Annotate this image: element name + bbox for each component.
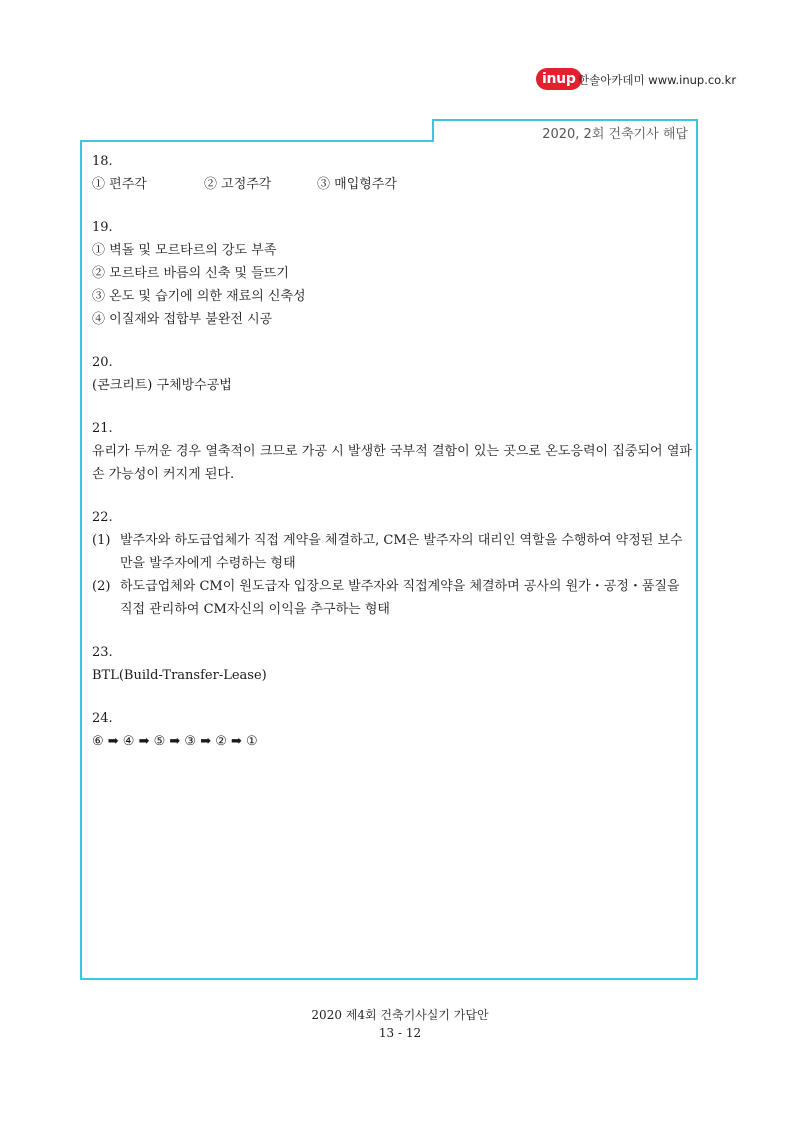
question-number: 24. (92, 711, 113, 726)
answer-line: ④ 이질재와 접합부 불완전 시공 (92, 312, 273, 327)
option-2: ② 고정주각 (204, 177, 272, 192)
answer-sequence: ⑥ ➡ ④ ➡ ⑤ ➡ ③ ➡ ② ➡ ① (92, 734, 258, 749)
answer-item (92, 529, 692, 575)
question-number: 23. (92, 645, 113, 660)
answer-19 (92, 216, 692, 331)
question-number: 21. (92, 421, 113, 436)
answer-text: 유리가 두꺼운 경우 열축적이 크므로 가공 시 발생한 국부적 결함이 있는 곳으로 온도응력이 집중되어 열파손 가능성이 커지게 된다. (92, 444, 692, 482)
answer-18 (92, 150, 692, 196)
answer-line: ① 벽돌 및 모르타르의 강도 부족 (92, 243, 277, 258)
question-number: 22. (92, 510, 113, 525)
footer-title: 2020 제4회 건축기사실기 가답안 (311, 1008, 489, 1022)
option-1: ① 편주각 (92, 177, 147, 192)
item-label: (2) (92, 579, 111, 594)
answer-23 (92, 641, 692, 687)
question-number: 18. (92, 154, 113, 169)
answer-text: BTL(Build-Transfer-Lease) (92, 668, 267, 683)
answer-line: ③ 온도 및 습기에 의한 재료의 신축성 (92, 289, 306, 304)
option-3: ③ 매입형주각 (317, 177, 397, 192)
section-tab-label: 2020, 2회 건축기사 해답 (542, 127, 688, 142)
answer-21 (92, 417, 692, 486)
answer-20 (92, 351, 692, 397)
answer-content (92, 150, 692, 773)
item-text: 하도급업체와 CM이 원도급자 입장으로 발주자와 직접계약을 체결하며 공사의 원가・공정・품질을 직접 관리하여 CM자신의 이익을 추구하는 형태 (120, 579, 680, 617)
answer-line: ② 모르타르 바름의 신축 및 들뜨기 (92, 266, 289, 281)
question-number: 20. (92, 355, 113, 370)
item-text: 발주자와 하도급업체가 직접 계약을 체결하고, CM은 발주자의 대리인 역할을 수행하여 약정된 보수만을 발주자에게 수령하는 형태 (120, 533, 683, 571)
inup-logo: inup (536, 68, 582, 90)
answer-22 (92, 506, 692, 621)
brand-text: 한솔아카데미 www.inup.co.kr (578, 73, 737, 87)
answer-options (92, 173, 692, 196)
answer-item (92, 575, 692, 621)
item-label: (1) (92, 533, 111, 548)
section-tab (432, 119, 698, 142)
answer-24 (92, 707, 692, 753)
page-number: 13 - 12 (378, 1026, 422, 1040)
question-number: 19. (92, 220, 113, 235)
answer-text: (콘크리트) 구체방수공법 (92, 378, 232, 393)
